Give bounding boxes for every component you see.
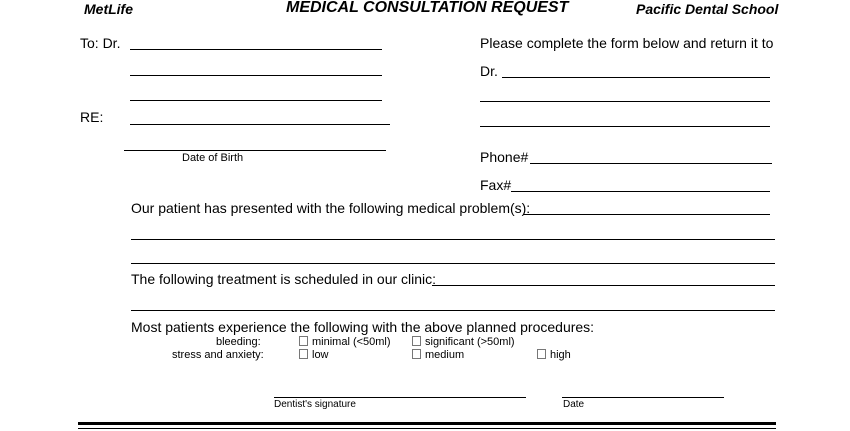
stress-medium-label: medium <box>425 349 465 361</box>
medical-problems-label: Our patient has presented with the following medical problem(s): <box>131 200 531 216</box>
bleeding-minimal-option[interactable] <box>299 336 391 348</box>
checkbox-icon[interactable] <box>299 349 308 359</box>
form-title: MEDICAL CONSULTATION REQUEST <box>286 0 569 16</box>
stress-low-label: low <box>312 349 329 361</box>
checkbox-icon[interactable] <box>299 336 308 346</box>
stress-high-label: high <box>550 349 571 361</box>
re-label: RE: <box>80 109 104 125</box>
checkbox-icon[interactable] <box>412 336 421 346</box>
signature-date-caption: Date <box>563 399 585 410</box>
to-dr-name-field[interactable] <box>130 35 382 50</box>
date-of-birth-field[interactable] <box>124 136 386 151</box>
bleeding-significant-label: significant (>50ml) <box>425 336 515 348</box>
fax-label: Fax# <box>480 177 512 193</box>
stress-medium-option[interactable] <box>412 349 464 361</box>
phone-field[interactable] <box>530 149 772 164</box>
return-instructions: Please complete the form below and return it to <box>480 35 774 51</box>
medical-problems-line-2-field[interactable] <box>131 225 775 240</box>
treatment-label: The following treatment is scheduled in our clinic: <box>131 271 437 287</box>
medical-problems-field[interactable] <box>523 200 770 215</box>
footer-rule-thick <box>78 422 776 425</box>
bleeding-label: bleeding: <box>216 336 261 348</box>
bleeding-minimal-label: minimal (<50ml) <box>312 336 391 348</box>
school-name: Pacific Dental School <box>636 1 779 17</box>
medical-problems-line-3-field[interactable] <box>131 249 775 264</box>
procedures-heading: Most patients experience the following with the above planned procedures: <box>131 319 595 335</box>
return-address-line-2-field[interactable] <box>480 112 770 127</box>
treatment-line-2-field[interactable] <box>131 296 775 311</box>
phone-label: Phone# <box>480 149 529 165</box>
to-address-line-1-field[interactable] <box>130 61 382 76</box>
treatment-field[interactable] <box>432 271 775 286</box>
date-of-birth-caption: Date of Birth <box>182 152 244 164</box>
dentist-signature-field[interactable] <box>274 383 526 398</box>
stress-low-option[interactable] <box>299 349 329 361</box>
checkbox-icon[interactable] <box>537 349 546 359</box>
footer-rule-thin <box>78 428 776 429</box>
stress-high-option[interactable] <box>537 349 571 361</box>
return-dr-name-field[interactable] <box>502 63 770 78</box>
return-dr-label: Dr. <box>480 63 498 79</box>
metlife-label: MetLife <box>84 1 133 17</box>
to-address-line-2-field[interactable] <box>130 86 382 101</box>
signature-date-field[interactable] <box>562 383 724 398</box>
stress-label: stress and anxiety: <box>172 349 264 361</box>
patient-name-field[interactable] <box>130 110 390 125</box>
dentist-signature-caption: Dentist's signature <box>274 399 356 410</box>
return-address-line-1-field[interactable] <box>480 87 770 102</box>
bleeding-significant-option[interactable] <box>412 336 515 348</box>
checkbox-icon[interactable] <box>412 349 421 359</box>
to-dr-label: To: Dr. <box>80 35 121 51</box>
fax-field[interactable] <box>511 177 770 192</box>
